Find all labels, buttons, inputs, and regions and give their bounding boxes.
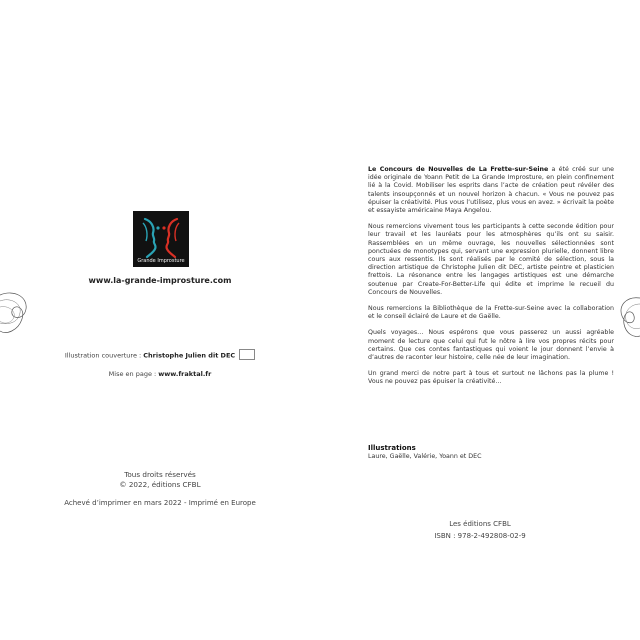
signature-icon [239,349,255,360]
paragraph-2: Nous remercions vivement tous les participants à cette seconde édition pour leur travail et les lauréats pour les atmosphères qu’ils ont su saisir. Rassemblées en un même ouvrage, les nouvelles sélectionnées sont ponctuées de monotypes qui, servant une expression plurielle, donnent libre cours aux ressentis. Ils sont réalisés par le comité de sélection, sous la direction artistique de Christophe Julien dit DEC, artiste peintre et plasticien frettois. La résonance entre les langages artistiques est une démarche soutenue par Create-For-Better-Life qui édite et imprime le recueil du Concours de Nouvelles. [368,223,614,296]
logo-caption: Grande Improsture [137,258,185,264]
right-page [320,0,640,640]
illustration-label: Illustration couverture : [64,351,144,360]
paragraph-4: Quels voyages… Nous espérons que vous passerez un aussi agréable moment de lecture que celui qui fut le nôtre à lire vos propres récits pour certains. Que ces contes fantastiques qui voient le jour donnent l’envie à d’autres de raconter leur histoire, celle née de leur imagination. [368,329,614,362]
publisher-info [320,518,640,542]
illustrations-title: Illustrations [368,444,416,452]
paragraph-3: Nous remercions la Bibliothèque de la Frette-sur-Seine avec la collaboration et le conseil éclairé de Laure et de Gaëlle. [368,305,614,321]
publisher-name: Les éditions CFBL [449,520,511,528]
intro-title: Le Concours de Nouvelles de La Frette-sur-Seine [368,166,549,173]
printing-notice: Achevé d’imprimer en mars 2022 - Imprimé en Europe [64,499,256,507]
cover-illustration-credit [0,350,320,361]
paragraph-5: Un grand merci de notre part à tous et surtout ne lâchons pas la plume ! Vous ne pouvez pas épuiser la créativité… [368,370,614,386]
isbn: ISBN : 978-2-492808-02-9 [434,532,526,540]
rights-notice [0,470,320,489]
acknowledgements-text [368,166,614,395]
illustrations-names: Laure, Gaëlle, Valérie, Yoann et DEC [368,453,482,461]
rights-line-1: Tous droits réservés [124,470,196,479]
illustrations-section [368,444,481,461]
intro-paragraph [368,166,614,215]
illustrator-name: Christophe Julien dit DEC [143,351,236,360]
grande-improsture-logo-icon [133,211,189,267]
layout-link[interactable]: www.fraktal.fr [158,370,212,378]
ink-swirl-icon [616,292,640,342]
rights-line-2: © 2022, éditions CFBL [119,479,201,489]
layout-credit [0,370,320,378]
layout-label: Mise en page : [108,370,159,378]
intro-body: a été créé sur une idée originale de Yoann Petit de La Grande Improsture, en plein confinement lié à la Covid. Mobiliser les esprits dans l’acte de création peut révéler des talents insoupçonnés et un nouvel horizon à chacun. « Vous ne pouvez pas épuiser la créativité. Plus vous l’utilisez, plus vous en avez. » écrivait la poète et essayiste américaine Maya Angelou. [368,166,614,215]
website-link[interactable]: www.la-grande-improsture.com [88,276,232,285]
ink-swirl-icon [0,285,32,345]
